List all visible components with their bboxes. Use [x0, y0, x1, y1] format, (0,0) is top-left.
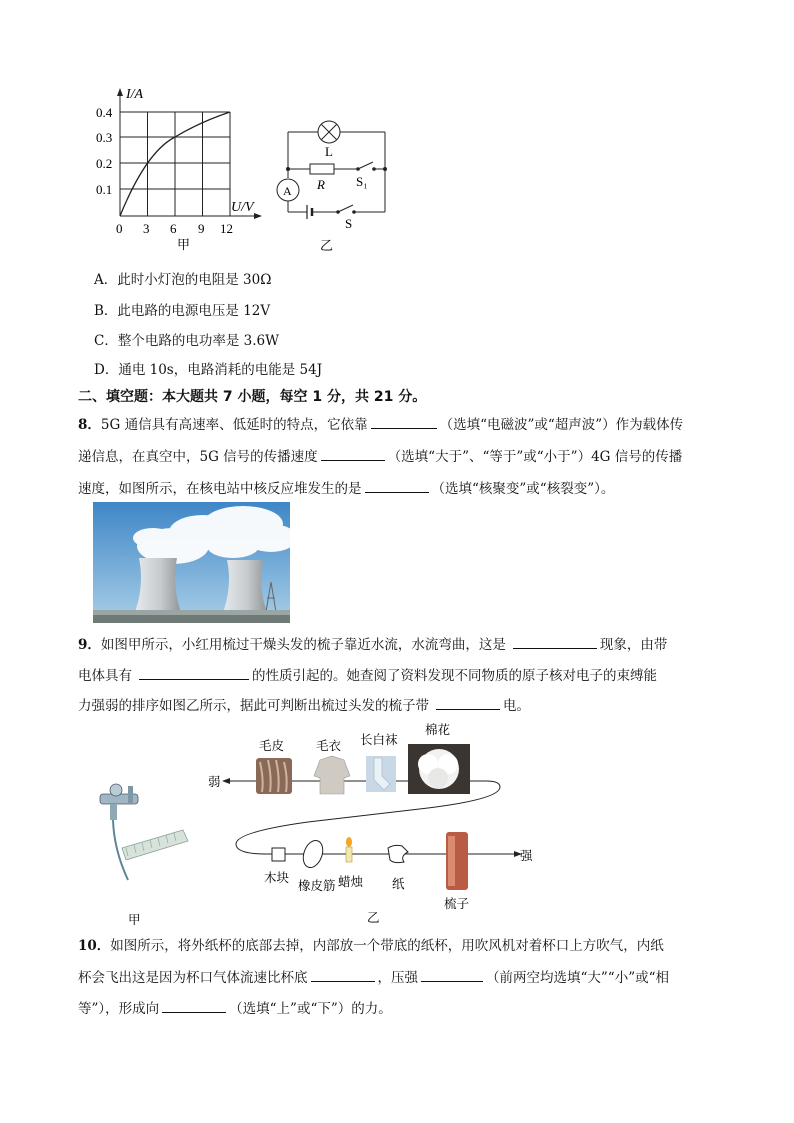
q9-blank-2[interactable]: [139, 665, 249, 680]
option-b: B．此电路的电源电压是 12V: [94, 303, 271, 319]
option-c: C．整个电路的电功率是 3.6W: [94, 333, 279, 349]
lamp-label: L: [325, 144, 333, 159]
q8-blank-3[interactable]: [365, 478, 429, 493]
x-tick: 9: [198, 221, 205, 236]
q10-blank-3[interactable]: [162, 998, 226, 1013]
switch1-label: S₁: [356, 174, 368, 189]
q10-line-2: 杯会飞出这是因为杯口气体流速比杯底 ，压强 （前两空均选填“大”“小”或“相: [78, 967, 669, 988]
section-heading: 二、填空题：本大题共 7 小题，每空 1 分，共 21 分。: [78, 389, 427, 405]
q9-line-2: 电体具有 的性质引起的。她查阅了资料发现不同物质的原子核对电子的束缚能: [78, 665, 657, 686]
q8-blank-1[interactable]: [371, 414, 437, 429]
x-tick: 3: [143, 221, 150, 236]
cotton-label: 棉花: [425, 722, 451, 737]
comb-label: 梳子: [444, 896, 470, 911]
y-tick: 0.1: [96, 182, 113, 197]
switch-label: S: [345, 216, 353, 231]
q10-blank-1[interactable]: [311, 967, 375, 982]
y-axis-label: I/A: [126, 87, 144, 102]
rubber-label: 橡皮筋: [298, 878, 336, 893]
q8-blank-2[interactable]: [321, 446, 385, 461]
nuclear-plant-photo: [93, 502, 290, 623]
x-tick: 6: [170, 221, 177, 236]
y-tick: 0.3: [96, 130, 113, 145]
graph-caption: 甲: [177, 237, 191, 252]
q8-line-1: 8．5G 通信具有高速率、低延时的特点，它依靠 （选填“电磁波”或“超声波”）作为载体传: [78, 414, 683, 435]
candle-icon: [346, 837, 352, 862]
faucet-icon: [100, 784, 138, 820]
option-a: A．此时小灯泡的电阻是 30Ω: [94, 272, 272, 288]
paper-label: 纸: [392, 876, 405, 891]
q8-line-2: 递信息，在真空中，5G 信号的传播速度 （选填“大于”、“等于”或“小于”）4G 信号的传播: [78, 446, 682, 467]
q9-blank-3[interactable]: [436, 695, 500, 710]
circuit-diagram: [270, 112, 400, 254]
sweater-label: 毛衣: [316, 738, 342, 753]
resistor-label: R: [317, 177, 325, 192]
caption-a: 甲: [128, 912, 141, 927]
y-tick: 0.2: [96, 156, 113, 171]
sock-label: 长白袜: [360, 732, 398, 747]
q10-line-3: 等”），形成向 （选填“上”或“下”）的力。: [78, 998, 392, 1019]
ammeter-label: A: [283, 184, 292, 198]
iu-graph: [88, 82, 278, 254]
x-tick: 12: [220, 221, 233, 236]
q8-line-3: 速度，如图所示，在核电站中核反应堆发生的是 （选填“核聚变”或“核裂变”）。: [78, 478, 614, 499]
weak-label: 弱: [208, 774, 221, 789]
comb-red-icon: [446, 832, 468, 890]
wood-block-icon: [272, 848, 285, 861]
q9-line-1: 9．如图甲所示，小红用梳过干燥头发的梳子靠近水流，水流弯曲，这是 现象，由带: [78, 634, 667, 655]
q9-line-3: 力强弱的排序如图乙所示，据此可判断出梳过头发的梳子带 电。: [78, 695, 530, 716]
wood-label: 木块: [264, 870, 290, 885]
strong-label: 强: [520, 848, 533, 863]
q10-blank-2[interactable]: [421, 967, 483, 982]
fur-label: 毛皮: [259, 738, 285, 753]
sweater-image: [314, 756, 350, 794]
circuit-caption: 乙: [320, 238, 334, 253]
caption-b: 乙: [367, 910, 380, 925]
figure-9: [88, 720, 558, 930]
y-tick: 0.4: [96, 105, 113, 120]
paper-icon: [388, 845, 408, 862]
x-axis-label: U/V: [231, 200, 254, 215]
comb-icon: [122, 830, 188, 860]
option-d: D．通电 10s，电路消耗的电能是 54J: [94, 362, 323, 378]
rubber-band-icon: [300, 838, 326, 870]
q10-line-1: 10．如图所示，将外纸杯的底部去掉，内部放一个带底的纸杯，用吹风机对着杯口上方吹气，内纸: [78, 938, 664, 954]
x-tick: 0: [116, 221, 123, 236]
q9-blank-1[interactable]: [513, 634, 597, 649]
candle-label: 蜡烛: [338, 874, 364, 889]
